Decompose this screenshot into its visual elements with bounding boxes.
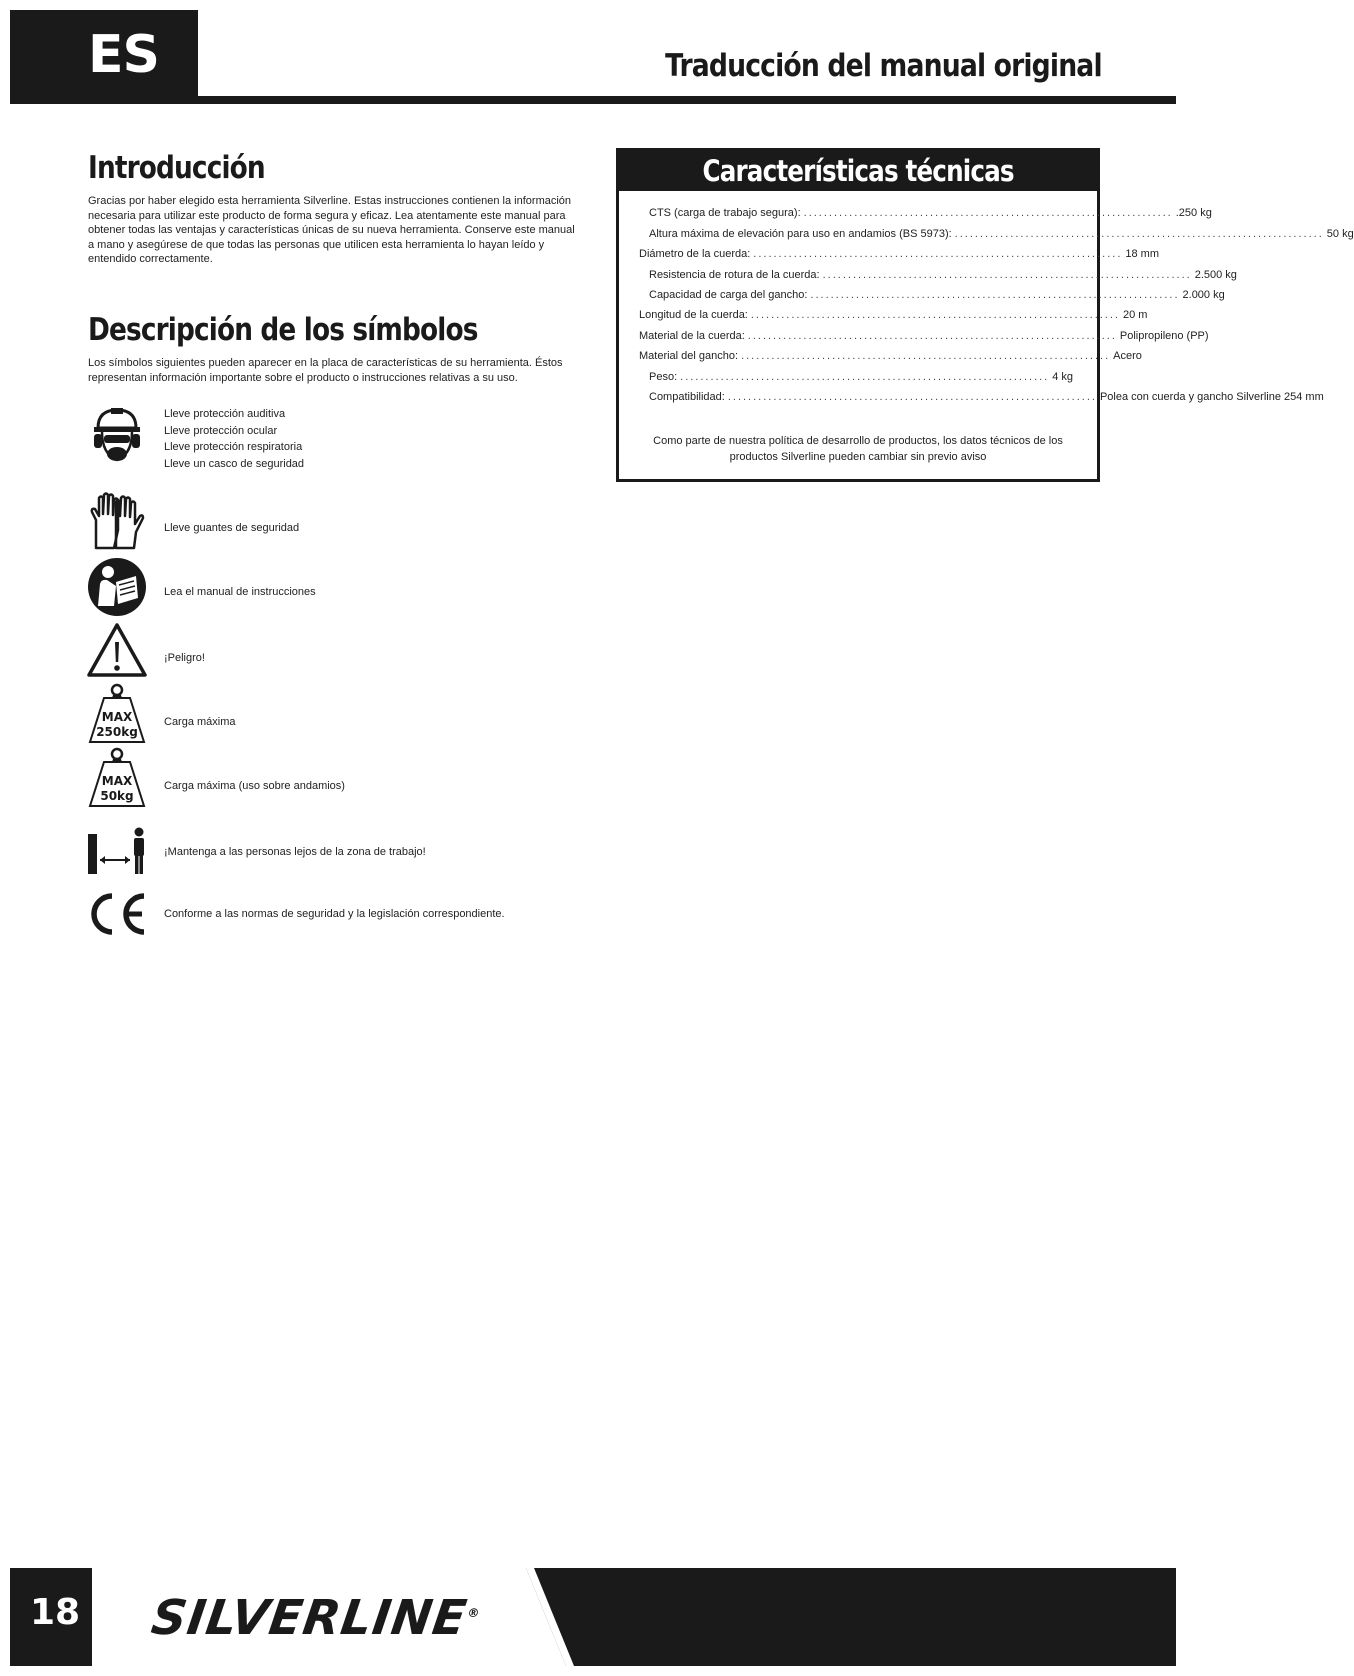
spec-leader: ......................................................................... xyxy=(753,248,1123,260)
spec-label: Capacidad de carga del gancho: xyxy=(649,289,808,301)
spec-value: Polea con cuerda y gancho Silverline 254 mm xyxy=(1099,391,1324,403)
specs-panel xyxy=(616,148,1354,482)
symbol-label: Lleve un casco de seguridad xyxy=(164,457,305,470)
spec-value: Acero xyxy=(1113,350,1142,362)
spec-label: Peso: xyxy=(649,371,678,383)
spec-value: 20 m xyxy=(1122,309,1148,321)
intro-section xyxy=(88,150,580,267)
registered-mark: ® xyxy=(466,1606,482,1620)
symbol-row xyxy=(86,404,706,470)
symbols-intro: Los símbolos siguientes pueden aparecer en la placa de características de su herramienta. Éstos representan información importante sobre el producto o instrucciones relativas a su uso. xyxy=(88,357,563,384)
spec-label: Altura máxima de elevación para uso en andamios (BS 5973): xyxy=(649,228,952,240)
warning-triangle-icon xyxy=(86,620,148,682)
symbol-label: Lleve protección ocular xyxy=(164,424,278,437)
symbol-label: Lleve guantes de seguridad xyxy=(164,522,300,534)
symbol-label: ¡Mantenga a las personas lejos de la zona de trabajo! xyxy=(164,846,426,858)
intro-heading: Introducción xyxy=(88,150,265,186)
spec-label: Material del gancho: xyxy=(639,350,739,362)
max-load-badge-value: 250kg xyxy=(96,725,138,739)
spec-label: Resistencia de rotura de la cuerda: xyxy=(649,269,820,281)
spec-value: 18 mm xyxy=(1125,248,1160,260)
header-rule xyxy=(10,96,1176,104)
symbol-label: Carga máxima (uso sobre andamios) xyxy=(164,780,345,792)
specs-note: Como parte de nuestra política de desarrollo de productos, los datos técnicos de los productos Silverline pueden cambiar sin previo aviso xyxy=(653,435,1063,463)
logo-wordmark: SILVERLINE xyxy=(148,1590,471,1646)
max-load-badge-label: MAX xyxy=(101,774,133,788)
keep-distance-icon xyxy=(86,820,148,882)
spec-row xyxy=(649,269,1237,281)
spec-label: Material de la cuerda: xyxy=(639,330,745,342)
read-manual-icon xyxy=(86,556,148,618)
page-number: 18 xyxy=(30,1592,81,1633)
spec-row xyxy=(649,207,1212,219)
spec-value: 2.000 kg xyxy=(1182,289,1225,301)
specs-heading: Características técnicas xyxy=(702,154,1014,188)
spec-leader: ......................................................................... xyxy=(741,350,1111,362)
symbol-label: ¡Peligro! xyxy=(164,652,205,664)
spec-value: 50 kg xyxy=(1326,228,1354,240)
spec-value: Polipropileno (PP) xyxy=(1119,330,1209,342)
silverline-logo xyxy=(148,1590,484,1646)
symbol-row xyxy=(86,556,706,618)
spec-value: 4 kg xyxy=(1052,371,1074,383)
spec-label: Compatibilidad: xyxy=(649,391,725,403)
symbol-row xyxy=(86,748,706,810)
spec-leader: ......................................................................... xyxy=(822,269,1192,281)
spec-value: .250 kg xyxy=(1175,207,1212,219)
spec-row xyxy=(649,289,1225,301)
symbol-label: Lleve protección auditiva xyxy=(164,408,286,420)
specs-header xyxy=(619,151,1097,191)
spec-label: Diámetro de la cuerda: xyxy=(639,248,751,260)
intro-body: Gracias por haber elegido esta herramienta Silverline. Estas instrucciones contienen la información necesaria para utilizar este producto de forma segura y eficaz. Lea atentamente este manual para obtener todas las ventajas y características únicas de su nueva herramienta. Conserve este manual a mano y asegúrese de que todas las personas que utilicen esta herramienta lo hayan leído y entendido correctamente. xyxy=(88,195,575,265)
spec-row xyxy=(639,248,1160,260)
spec-row xyxy=(639,350,1142,362)
symbols-heading: Descripción de los símbolos xyxy=(88,312,478,348)
spec-leader: ......................................................................... xyxy=(750,309,1120,321)
spec-value: 2.500 kg xyxy=(1194,269,1237,281)
spec-leader: ......................................................................... xyxy=(727,391,1097,403)
symbol-row xyxy=(86,684,706,746)
symbol-row xyxy=(86,884,706,946)
spec-leader: ......................................................................... xyxy=(954,228,1324,240)
max-load-badge-label: MAX xyxy=(101,710,133,724)
spec-label: Longitud de la cuerda: xyxy=(639,309,748,321)
page-footer xyxy=(10,1568,1176,1666)
symbol-label: Carga máxima xyxy=(164,716,236,728)
symbol-label: Conforme a las normas de seguridad y la legislación correspondiente. xyxy=(164,908,505,920)
ppe-headgear-icon xyxy=(86,404,148,466)
spec-row xyxy=(639,330,1209,342)
max-load-icon xyxy=(86,684,148,746)
spec-row xyxy=(649,371,1074,383)
max-load-badge-value: 50kg xyxy=(100,789,134,803)
spec-row xyxy=(639,309,1148,321)
spec-row xyxy=(649,391,1324,403)
spec-leader: ......................................................................... xyxy=(680,371,1050,383)
page-title: Traducción del manual original xyxy=(665,48,1102,84)
symbol-label: Lea el manual de instrucciones xyxy=(164,586,316,598)
spec-label: CTS (carga de trabajo segura): xyxy=(649,207,801,219)
symbol-row xyxy=(86,620,706,682)
symbol-label: Lleve protección respiratoria xyxy=(164,441,303,453)
gloves-icon xyxy=(86,490,148,552)
spec-leader: ......................................................................... xyxy=(747,330,1117,342)
spec-leader: ......................................................................... xyxy=(803,207,1173,219)
symbols-section xyxy=(88,312,580,385)
ce-mark-icon xyxy=(86,884,148,946)
spec-row xyxy=(649,228,1354,240)
language-tab: ES xyxy=(10,10,198,100)
symbol-row xyxy=(86,820,706,882)
spec-leader: ......................................................................... xyxy=(810,289,1180,301)
footer-logo-band xyxy=(96,1568,1196,1666)
symbol-row xyxy=(86,490,706,552)
max-load-scaffold-icon xyxy=(86,748,148,810)
